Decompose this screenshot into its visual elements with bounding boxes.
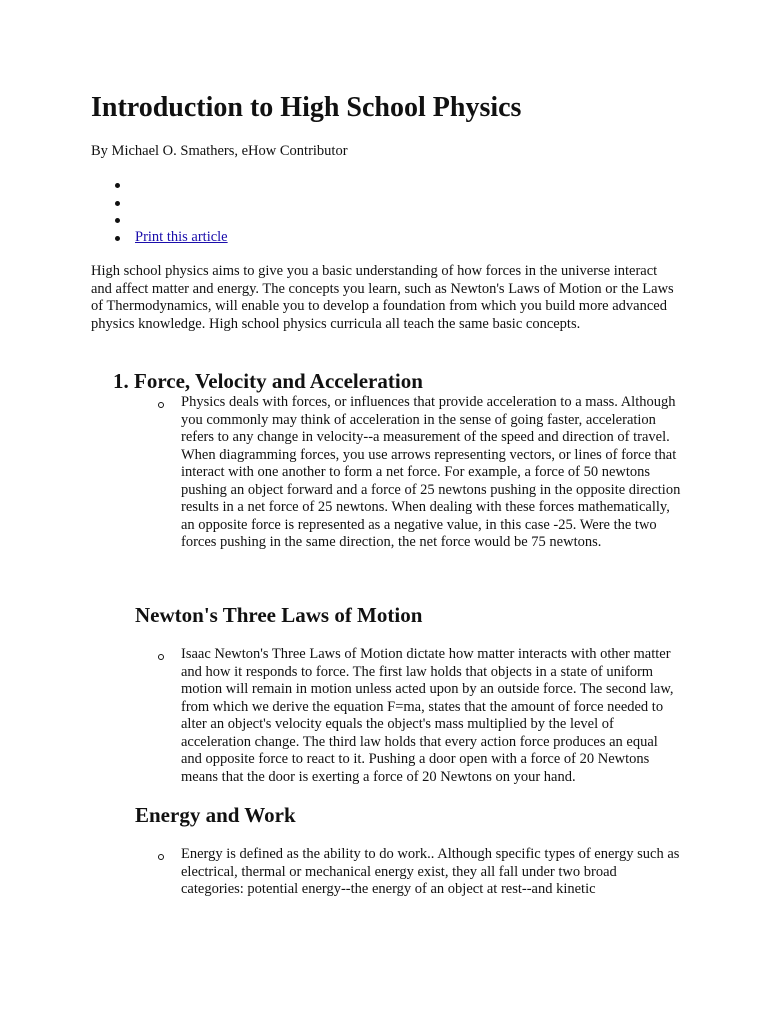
circle-bullet-icon — [158, 654, 164, 660]
intro-paragraph: High school physics aims to give you a basic understanding of how forces in the universe interact and affect matter and energy. The concepts you learn, such as Newton's Laws of Motion or the Laws of Thermodynamics, will enable you to develop a foundation from which you build more advanced physics knowledge. High school physics curricula all teach the same basic concepts. — [91, 263, 674, 332]
list-item — [91, 194, 228, 212]
article-title: Introduction to High School Physics — [91, 92, 522, 123]
bullet-icon — [115, 236, 120, 241]
force-paragraph-2: When diagramming forces, you use arrows representing vectors, or lines of force that interact with one another to form a net force. For example, a force of 50 newtons pushing an object forward and a force of 25 newtons pushing in the opposite direction results in a net force of 25 newtons. When dealing with these forces mathematically, an opposite force is represented as a negative value, in this case -25. Were the two forces pushing in the same direction, the net force would be 75 newtons. — [181, 446, 681, 550]
newton-paragraph: Isaac Newton's Three Laws of Motion dictate how matter interacts with other matter and how it responds to force. The first law holds that objects in a state of uniform motion will remain in motion unless acted upon by an outside force. The second law, from which we derive the equation F=ma, states that the amount of force needed to alter an object's velocity equals the object's mass multiplied by the level of acceleration change. The third law holds that every action force produces an equal and opposite force to react to it. Pushing a door open with a force of 20 Newtons means that the door is exerting a force of 20 Newtons on your hand. — [181, 646, 674, 785]
bullet-icon — [115, 201, 120, 206]
print-article-link[interactable]: Print this article — [135, 228, 228, 245]
list-item — [91, 229, 228, 247]
circle-bullet-icon — [158, 854, 164, 860]
list-item — [91, 176, 228, 194]
bullet-icon — [115, 218, 120, 223]
list-item — [91, 211, 228, 229]
newton-list-item — [181, 646, 681, 786]
article-byline: By Michael O. Smathers, eHow Contributor — [91, 143, 348, 159]
section-heading-energy: Energy and Work — [135, 803, 296, 827]
energy-paragraph: Energy is defined as the ability to do work.. Although specific types of energy such as electrical, thermal or mechanical energy exist, they all fall under two broad categories: potential energy--the energy of an object at rest--and kinetic — [181, 846, 680, 897]
bullet-icon — [115, 183, 120, 188]
energy-list-item — [181, 846, 681, 899]
force-list-item — [181, 394, 681, 552]
circle-bullet-icon — [158, 402, 164, 408]
section-heading-force: 1. Force, Velocity and Acceleration — [113, 369, 423, 393]
section-heading-newton: Newton's Three Laws of Motion — [135, 603, 423, 627]
article-actions-list — [91, 176, 228, 246]
force-paragraph-1: Physics deals with forces, or influences that provide acceleration to a mass. Although you commonly may think of acceleration in the sense of going faster, acceleration refers to any change in velocity--a measurement of the speed and direction of travel. — [181, 394, 676, 445]
